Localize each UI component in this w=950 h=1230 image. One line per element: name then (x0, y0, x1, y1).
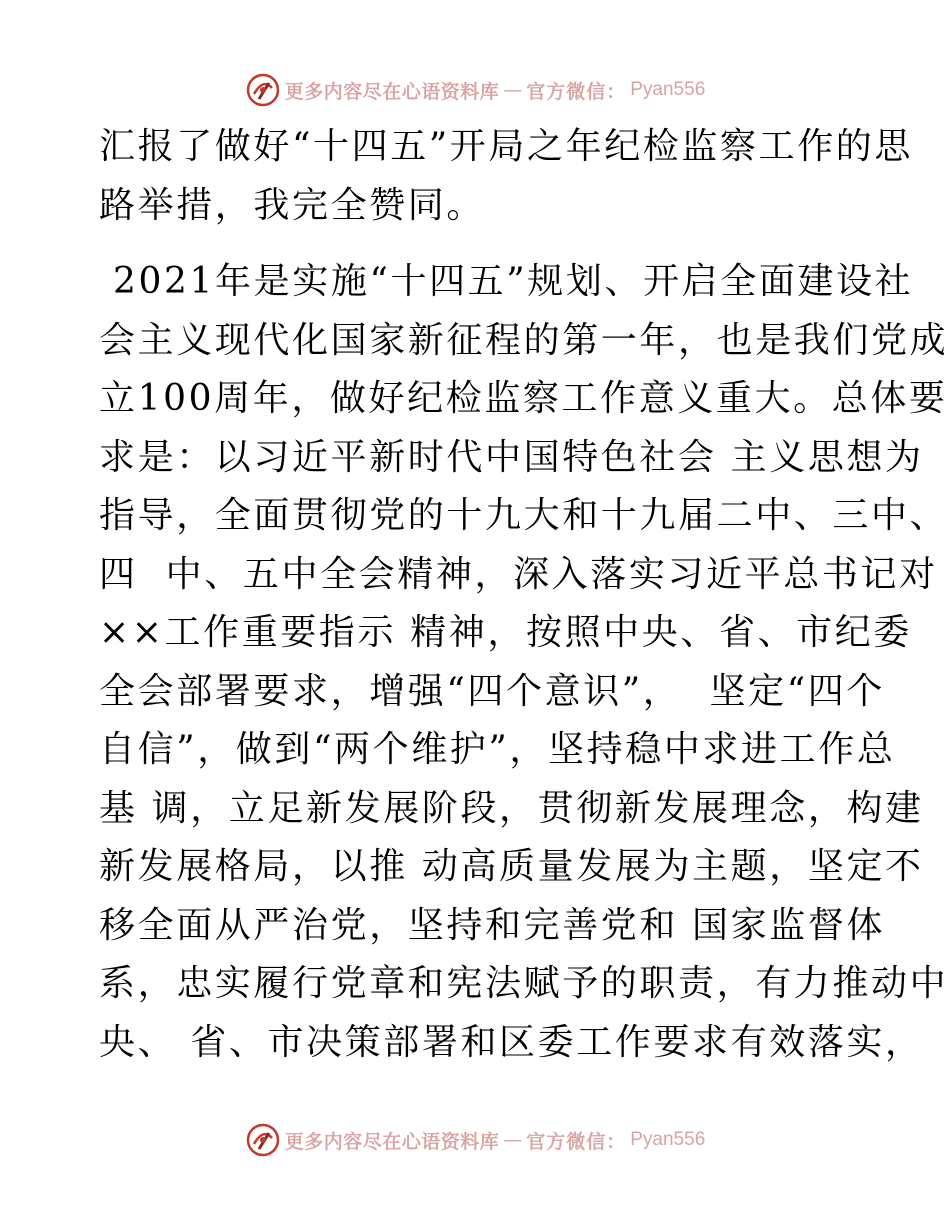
paragraph-2 (99, 253, 949, 1072)
paragraph-1 (99, 118, 914, 235)
banner-separator: — (503, 79, 523, 101)
text-line: 新发展格局，以推 动高质量发展为主题，坚定不 (99, 846, 924, 887)
footer-banner (0, 1120, 950, 1160)
banner-official-label: 官方微信： (526, 80, 627, 103)
banner-title: 更多内容尽在心语资料库 (284, 80, 500, 103)
text-line: 汇报了做好“十四五”开局之年纪检监察工作的思 (99, 126, 914, 167)
banner-official-label: 官方微信： (526, 1130, 627, 1153)
banner-separator: — (503, 1129, 523, 1151)
header-banner (0, 70, 950, 110)
paragraph-gap (99, 235, 859, 253)
text-line: 移全面从严治党，坚持和完善党和 国家监督体 (99, 904, 886, 946)
banner-wechat-id: Pyan556 (630, 1129, 706, 1150)
text-line: 求是：以习近平新时代中国特色社会 主义思想为 (99, 436, 924, 478)
banner-wechat-id: Pyan556 (630, 79, 706, 100)
banner-title: 更多内容尽在心语资料库 (284, 1130, 500, 1153)
text-line: 央、 省、市决策部署和区委工作要求有效落实， (99, 1021, 924, 1063)
logo-icon (245, 72, 281, 108)
text-line: ××工作重要指示 精神，按照中央、省、市纪委 (99, 612, 912, 653)
text-line: 路举措，我完全赞同。 (99, 184, 486, 226)
text-line: 系，忠实履行党章和宪法赋予的职责，有力推动中 (99, 963, 949, 1004)
text-line: 四 中、五中全会精神，深入落实习近平总书记对 (99, 553, 938, 595)
text-line: 会主义现代化国家新征程的第一年，也是我们党成 (99, 319, 949, 361)
text-line: 2021年是实施“十四五”规划、开启全面建设社 (99, 261, 914, 302)
text-line: 基 调，立足新发展阶段，贯彻新发展理念，构建 (99, 787, 924, 829)
text-line: 立100周年，做好纪检监察工作意义重大。总体要 (99, 378, 948, 419)
logo-icon (245, 1122, 281, 1158)
document-body (99, 118, 949, 1072)
text-line: 自信”，做到“两个维护”，坚持稳中求进工作总 (99, 729, 896, 770)
text-line: 全会部署要求，增强“四个意识”， 坚定“四个 (99, 670, 885, 712)
text-line: 指导，全面贯彻党的十九大和十九届二中、三中、 (99, 495, 949, 536)
